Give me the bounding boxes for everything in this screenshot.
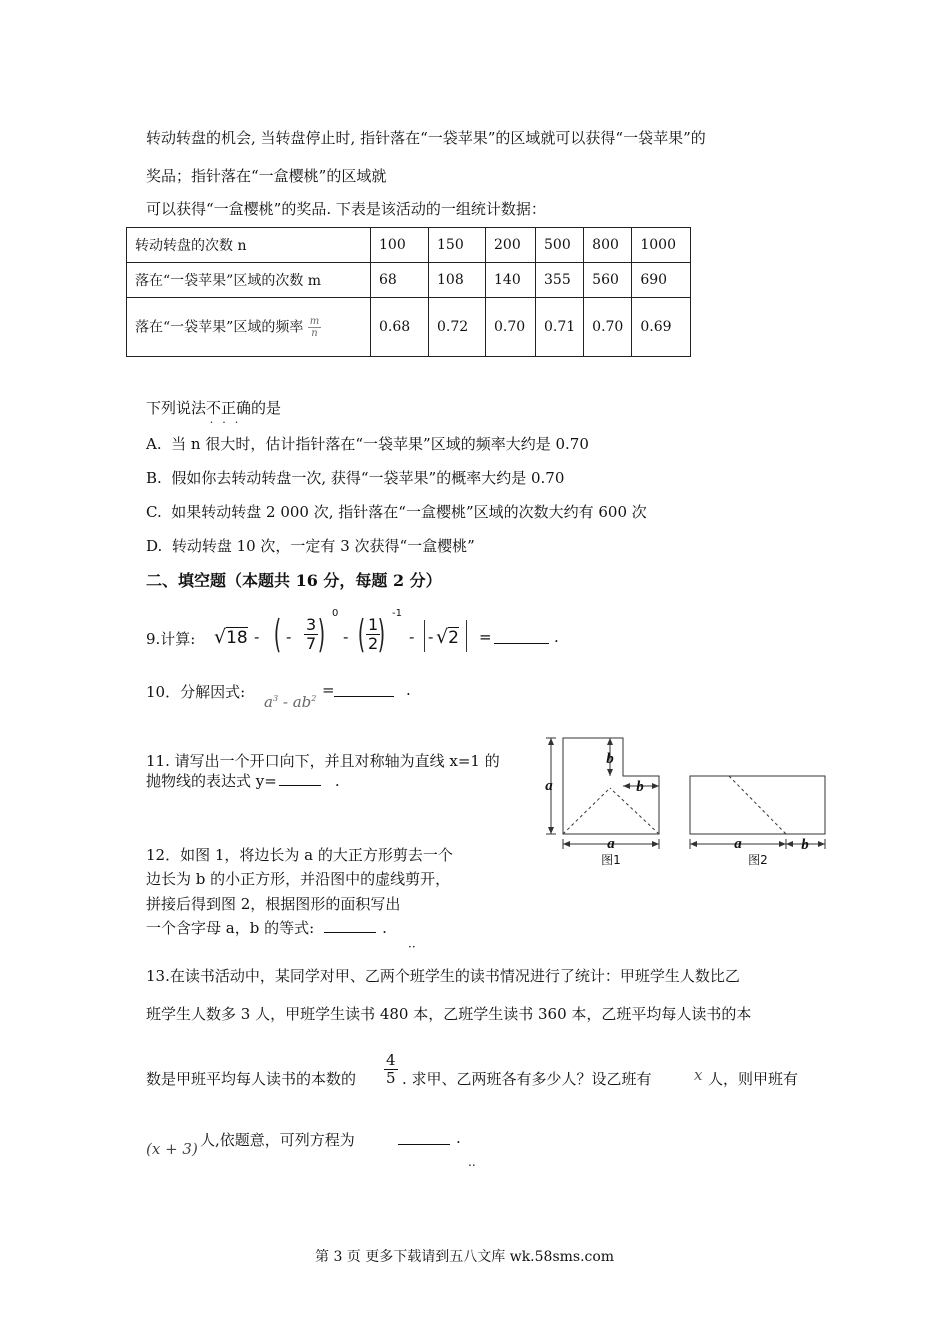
- fraction-numerator: 3: [306, 615, 317, 634]
- exponent: 0: [332, 608, 339, 619]
- option-b: [146, 467, 564, 488]
- right-paren: ): [377, 612, 386, 656]
- sqrt-18: √18: [214, 626, 248, 648]
- q13-line-2: 班学生人数多 3 人，甲班学生读书 480 本，乙班学生读书 360 本，乙班平均每人读书的本: [146, 1005, 752, 1023]
- left-paren: (: [357, 612, 366, 656]
- q12-line-4-text: 一个含字母 a，b 的等式:: [146, 919, 315, 937]
- fraction-numerator: m: [309, 315, 320, 327]
- abs-bar-left: [424, 620, 425, 652]
- fig1-dashed-line: [563, 788, 610, 834]
- period: .: [334, 772, 340, 790]
- sqrt-2: √2: [436, 626, 459, 648]
- radicand: 2: [448, 628, 459, 648]
- intro-line-3: 可以获得“一盒樱桃”的奖品. 下表是该活动的一组统计数据：: [146, 200, 546, 218]
- table-cell: 500: [536, 228, 584, 263]
- period: .: [456, 1129, 461, 1147]
- table-cell: 140: [486, 263, 536, 298]
- q12-line-4: [146, 917, 387, 938]
- option-text: 当 n 很大时，估计指针落在“一袋苹果”区域的频率大约是 0.70: [171, 435, 589, 453]
- table-cell: 0.70: [584, 298, 632, 357]
- row-label-text: 落在“一袋苹果”区域的频率: [135, 319, 304, 335]
- label-a: a: [734, 836, 742, 852]
- table-cell: 560: [584, 263, 632, 298]
- q9-prefix: 9.计算:: [146, 630, 196, 648]
- emphasis-dots: ··: [408, 940, 416, 954]
- table-cell: 108: [429, 263, 486, 298]
- option-text: 转动转盘 10 次，一定有 3 次获得“一盒樱桃”: [171, 537, 475, 555]
- q11-line-2: [146, 770, 340, 791]
- q13-line-4-text: 人,依题意，可列方程为: [200, 1131, 355, 1149]
- section-title: 二、填空题（本题共 16 分，每题 2 分）: [146, 571, 442, 590]
- q8-stem-post: 的是: [251, 399, 282, 417]
- emphasis-dots: ..: [468, 1155, 476, 1169]
- label-b: b: [801, 837, 809, 853]
- period: .: [554, 628, 559, 646]
- equals-sign: =: [479, 628, 492, 646]
- answer-blank[interactable]: [279, 770, 321, 786]
- table-row-label: [127, 298, 371, 357]
- option-label: D.: [146, 537, 163, 555]
- fraction-denominator: n: [311, 327, 318, 339]
- fraction-numerator: 4: [386, 1051, 396, 1069]
- q10-prefix: 10．分解因式:: [146, 683, 246, 701]
- q11-line-1: 11. 请写出一个开口向下，并且对称轴为直线 x=1 的: [146, 752, 500, 770]
- q8-stem-emph-text: 不正确: [206, 399, 252, 417]
- table-cell: 200: [486, 228, 536, 263]
- q12-line-1: 12．如图 1，将边长为 a 的大正方形剪去一个: [146, 846, 453, 864]
- table-cell: 0.70: [486, 298, 536, 357]
- operator: -: [343, 628, 349, 646]
- q8-stem-pre: 下列说法: [146, 399, 207, 417]
- table-cell: 100: [371, 228, 429, 263]
- operator: -: [282, 693, 288, 711]
- q8-stem: [146, 397, 282, 429]
- var-ab: ab: [292, 693, 312, 711]
- fig2-dashed-line: [729, 776, 786, 834]
- square-figure: [540, 733, 835, 873]
- period: .: [406, 681, 411, 699]
- q10-expression: [264, 693, 316, 711]
- q13-line-3-end: 人，则甲班有: [708, 1070, 799, 1088]
- table-cell: 0.71: [536, 298, 584, 357]
- option-label: B.: [146, 469, 162, 487]
- table-cell: 355: [536, 263, 584, 298]
- operator: -: [254, 628, 260, 646]
- table-cell: 0.69: [632, 298, 691, 357]
- var-x: x: [694, 1066, 703, 1084]
- option-label: C.: [146, 503, 162, 521]
- answer-blank[interactable]: [334, 681, 394, 697]
- option-c: [146, 501, 647, 522]
- answer-blank[interactable]: [398, 1129, 450, 1145]
- label-a: a: [607, 836, 615, 852]
- option-text: 如果转动转盘 2 000 次, 指针落在“一盒樱桃”区域的次数大约有 600 次: [171, 503, 647, 521]
- table-cell: 0.72: [429, 298, 486, 357]
- option-d: [146, 535, 475, 556]
- exponent: -1: [392, 608, 402, 619]
- table-row-label: 落在“一袋苹果”区域的次数 m: [127, 263, 371, 298]
- table-cell: 0.68: [371, 298, 429, 357]
- period: .: [382, 919, 387, 937]
- operator: -: [409, 628, 415, 646]
- abs-bar-right: [466, 620, 467, 652]
- statistics-table: [126, 227, 691, 357]
- q13-line-3-pre: 数是甲班平均每人读书的本数的: [146, 1070, 357, 1088]
- fraction-denominator: 5: [386, 1068, 396, 1087]
- fraction-denominator: 7: [306, 633, 317, 653]
- option-text: 假如你去转动转盘一次, 获得“一袋苹果”的概率大约是 0.70: [171, 469, 565, 487]
- table-cell: 150: [429, 228, 486, 263]
- label-a: a: [545, 778, 553, 794]
- radicand: 18: [226, 628, 248, 648]
- table-row: [127, 298, 691, 357]
- fig1-caption: 图1: [601, 853, 621, 867]
- q13-expression: (x + 3): [146, 1140, 198, 1158]
- option-a: [146, 433, 589, 454]
- right-paren: ): [317, 612, 326, 656]
- fraction-3-7: [304, 616, 318, 652]
- exponent: 3: [272, 694, 279, 703]
- table-row-label: 转动转盘的次数 n: [127, 228, 371, 263]
- operator: -: [428, 628, 434, 646]
- fraction-numerator: 1: [368, 615, 379, 634]
- fig2-caption: 图2: [748, 853, 768, 867]
- q12-line-3: 拼接后得到图 2，根据图形的面积写出: [146, 895, 401, 913]
- page-footer: 第 3 页 更多下载请到五八文库 wk.58sms.com: [315, 1249, 615, 1265]
- option-label: A.: [146, 435, 162, 453]
- table-row: [127, 228, 691, 263]
- label-b: b: [606, 751, 614, 767]
- table-row: [127, 263, 691, 298]
- table-cell: 690: [632, 263, 691, 298]
- var-a: a: [264, 693, 273, 711]
- fig2-outline: [690, 776, 825, 834]
- intro-line-2: 奖品；指针落在“一盒樱桃”的区域就: [146, 167, 387, 185]
- left-paren: (: [273, 612, 282, 656]
- table-cell: 1000: [632, 228, 691, 263]
- fraction-denominator: 2: [368, 633, 379, 653]
- exponent: 2: [311, 694, 317, 703]
- answer-blank[interactable]: [324, 917, 376, 933]
- table-cell: 800: [584, 228, 632, 263]
- equals-sign: =: [322, 681, 335, 699]
- table-cell: 68: [371, 263, 429, 298]
- q13-line-1: 13.在读书活动中，某同学对甲、乙两个班学生的读书情况进行了统计：甲班学生人数比乙: [146, 967, 740, 985]
- fraction-4-5: [384, 1052, 398, 1086]
- intro-line-1: 转动转盘的机会, 当转盘停止时, 指针落在“一袋苹果”的区域就可以获得“一袋苹果”的: [146, 129, 706, 147]
- q11-line-2-text: 抛物线的表达式 y=: [146, 772, 277, 790]
- label-b: b: [636, 779, 644, 795]
- fig1-dashed-line: [610, 788, 659, 834]
- operator: -: [286, 628, 292, 646]
- q13-line-3-post: . 求甲、乙两班各有多少人？设乙班有: [402, 1070, 652, 1088]
- m-over-n-fraction: [308, 316, 321, 339]
- answer-blank[interactable]: [494, 628, 549, 644]
- q12-line-2: 边长为 b 的小正方形，并沿图中的虚线剪开，: [146, 870, 451, 888]
- q8-stem-emphasis: 不正确 ···: [206, 399, 252, 429]
